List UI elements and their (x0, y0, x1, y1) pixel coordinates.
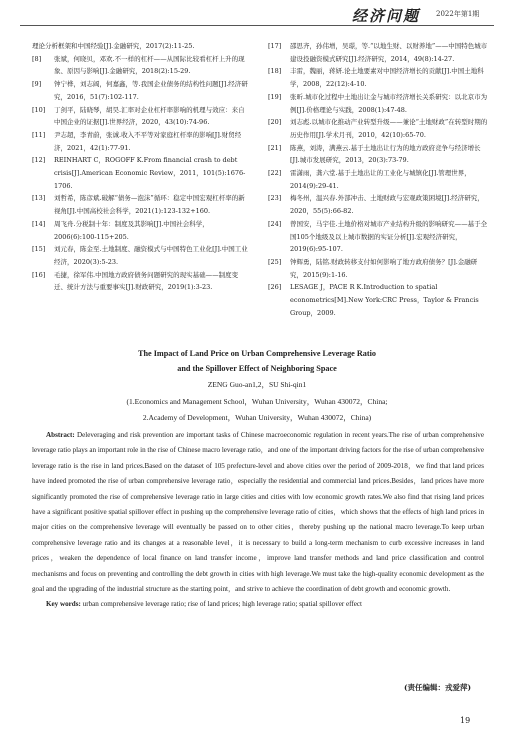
reference-item (268, 91, 490, 116)
reference-number: [18] (268, 67, 282, 76)
reference-text: 张斌，何晓贝，邓欢.不一样的杠杆——从国际比较看杠杆上升的现象、原因与影响[J].金融研究，2018(2):15-29. (54, 54, 245, 76)
reference-text: 钟宁桦，刘志阔，何嘉鑫，等.我国企业债务的结构性问题[J].经济研究，2016，51(7):102-117. (54, 80, 248, 101)
english-abstract (32, 428, 484, 613)
reference-text: 尹志超，李青蔚，张诚.收入不平等对家庭杠杆率的影响[J].财贸经济，2021，42(1):77-91. (54, 130, 242, 152)
reference-text: 理论分析框架和中国经验[J].金融研究，2017(2):11-25. (32, 42, 195, 50)
reference-number: [25] (268, 257, 282, 266)
reference-item (32, 243, 248, 268)
reference-text: 刘哲希，陈彦斌.破解“债务—泡沫”循环：稳定中国宏观杠杆率的新视角[J].中国高校社会科学，2021(1):123-132+160. (54, 194, 245, 216)
references-right-column (268, 40, 490, 319)
journal-title: 经济问题 (352, 7, 421, 25)
reference-text: 曾国安，马宇佳.土地价格对城市产业结构升级的影响研究——基于全国105个地级及以上城市数据的实证分析[J].宏观经济研究，2019(6):95-107. (290, 219, 488, 254)
author-names: ZENG Guo-an1,2，SU Shi-qin1 (207, 380, 307, 389)
reference-text: 钟辉勇，陆铭.财政转移支付如何影响了地方政府债务？[J].金融研究，2015(9):1-16. (290, 257, 478, 279)
reference-text: 刘元春，陈金至.土地制度、融资模式与中国特色工业化[J].中国工业经济，2020(3):5-23. (54, 245, 248, 266)
reference-item (268, 40, 490, 65)
reference-number: [20] (268, 118, 282, 127)
reference-item (32, 40, 248, 53)
reference-number: [19] (268, 92, 282, 101)
reference-number: [10] (32, 105, 46, 114)
reference-text: 丁剑平，陆晓琴，胡昊.汇率对企业杠杆率影响的机理与效应：来自中国企业的证据[J].世界经济，2020，43(10):74-96. (54, 105, 245, 127)
reference-text: LESAGE J，PACE R K.Introduction to spatial econometrics[M].New York:CRC Press，Taylor & Francis Group，2009. (290, 283, 479, 317)
reference-number: [13] (32, 194, 46, 203)
reference-text: 刘志彪.以城市化推动产业转型升级——兼论“土地财政”在转型时期的历史作用[J].学术月刊，2010，42(10):65-70. (290, 118, 488, 139)
affiliation-line-2: 2.Academy of Development，Wuhan University，Wuhan 430072，China) (142, 413, 372, 422)
keywords-paragraph (32, 597, 484, 612)
reference-text: 周飞舟.分税制十年：制度及其影响[J].中国社会科学，2006(6):100-115+205. (54, 219, 209, 241)
reference-item (268, 256, 490, 281)
english-title-line-1: The Impact of Land Price on Urban Comprehensive Leverage Ratio (138, 349, 376, 358)
reference-number: [21] (268, 143, 282, 152)
reference-text: 张昕.城市化过程中土地出让金与城市经济增长关系研究：以北京市为例[J].价格理论与实践，2008(1):47-48. (290, 92, 488, 114)
reference-number: [14] (32, 219, 46, 228)
keywords-text: urban comprehensive leverage ratio; rise of land prices; high leverage ratio; spatial spillover effect (82, 600, 363, 609)
reference-item (268, 65, 490, 90)
reference-item (268, 192, 490, 217)
reference-text: 毛捷，徐军伟.中国地方政府债务问题研究的现实基础——制度变迁、统计方法与重要事实[J].财政研究，2019(1):3-23. (54, 270, 239, 292)
header-rule (20, 25, 494, 26)
reference-number: [17] (268, 42, 282, 50)
reference-text: 陈燕，刘涛，满燕云.基于土地出让行为的地方政府竞争与经济增长[J].城市发展研究，2013，20(3):73-79. (290, 143, 481, 165)
keywords-label: Key words: (46, 600, 81, 609)
reference-item (268, 281, 490, 319)
reference-text: REINHART C，ROGOFF K.From financial crash to debt crisis[J].American Economic Review，2011，101(5):1676-1706. (54, 156, 246, 190)
references-left-column (32, 40, 248, 294)
abstract-text: Deleveraging and risk prevention are important tasks of Chinese macroeconomic regulation in recent years.The rise of urban comprehensive leverage ratio plays an important role in the rise of Chinese macro leverage ratio，and one of the important driving factors for the rise of urban comprehensive leverage ratio is the rise in land prices.Based on the dataset of 105 prefecture-level and above cities over the period of 2009-2018，we find that land prices have indeed promoted the rise of urban comprehensive leverage ratio，especially the residential and commercial land prices.Besides，land prices have more significantly promoted the rise of comprehensive leverage ratio in large cities and cities with low economic growth rates.We also find that rising land prices have a significant positive spatial spillover effect in pushing up the comprehensive leverage ratio of cities，which shows that the effects of high land prices in major cities on the comprehensive leverage will eventually be passed on to other cities，thereby pushing up the national macro leverage.To keep urban comprehensive leverage ratio and its changes at a reasonable level，it is necessary to build a long-term mechanism to curb excessive increases in land prices，weaken the dependence of local finance on land transfer income，improve land transfer methods and land price classification and control mechanisms and focus on preventing and controlling the debt growth in cities with high leverage.We must take the high-quality economic development as the goal and the upgrading of the industrial structure as the starting point，and strive to achieve the coordination of debt growth and economic growth. (32, 431, 484, 594)
reference-text: 邵思齐，孙伟增，吴璟，等.“以地生财、以财养地”——中国特色城市建设投融资模式研究[J].经济研究，2014，49(8):14-27. (290, 42, 488, 63)
reference-item (32, 104, 248, 129)
reference-number: [16] (32, 270, 46, 279)
reference-number: [11] (32, 130, 46, 139)
abstract-paragraph (32, 428, 484, 597)
reference-number: [24] (268, 219, 282, 228)
reference-item (268, 142, 490, 167)
editor-note: (责任编辑：戎爱萍) (404, 683, 472, 692)
reference-item (32, 129, 248, 154)
affiliation-line-1: (1.Economics and Management School，Wuhan University，Wuhan 430072，China; (126, 397, 388, 406)
reference-item (32, 53, 248, 78)
reference-number: [23] (268, 194, 282, 203)
reference-item (32, 192, 248, 217)
reference-text: 梅冬州，温兴春.外部冲击、土地财政与宏观政策困境[J].经济研究，2020，55(5):66-82. (290, 194, 484, 216)
reference-text: 丰雷，魏丽，蒋妍.论土地要素对中国经济增长的贡献[J].中国土地科学，2008，22(12):4-10. (290, 67, 484, 89)
page-header (0, 0, 514, 24)
reference-number: [15] (32, 245, 46, 254)
reference-number: [9] (32, 80, 42, 89)
reference-text: 雷潇雨，龚六堂.基于土地出让的工业化与城镇化[J].管理世界，2014(9):29-41. (290, 169, 471, 190)
issue-label: 2022年第1期 (436, 10, 480, 18)
reference-number: [22] (268, 169, 282, 178)
reference-number: [8] (32, 54, 42, 63)
reference-number: [12] (32, 156, 46, 165)
page-number: 19 (460, 716, 471, 725)
reference-item (32, 218, 248, 243)
reference-item (32, 154, 248, 192)
reference-item (268, 167, 490, 192)
reference-item (32, 269, 248, 294)
english-title-line-2: and the Spillover Effect of Neighboring Space (177, 364, 337, 373)
reference-item (268, 116, 490, 141)
reference-number: [26] (268, 283, 282, 292)
reference-item (32, 78, 248, 103)
reference-item (268, 218, 490, 256)
abstract-label: Abstract: (46, 431, 75, 439)
